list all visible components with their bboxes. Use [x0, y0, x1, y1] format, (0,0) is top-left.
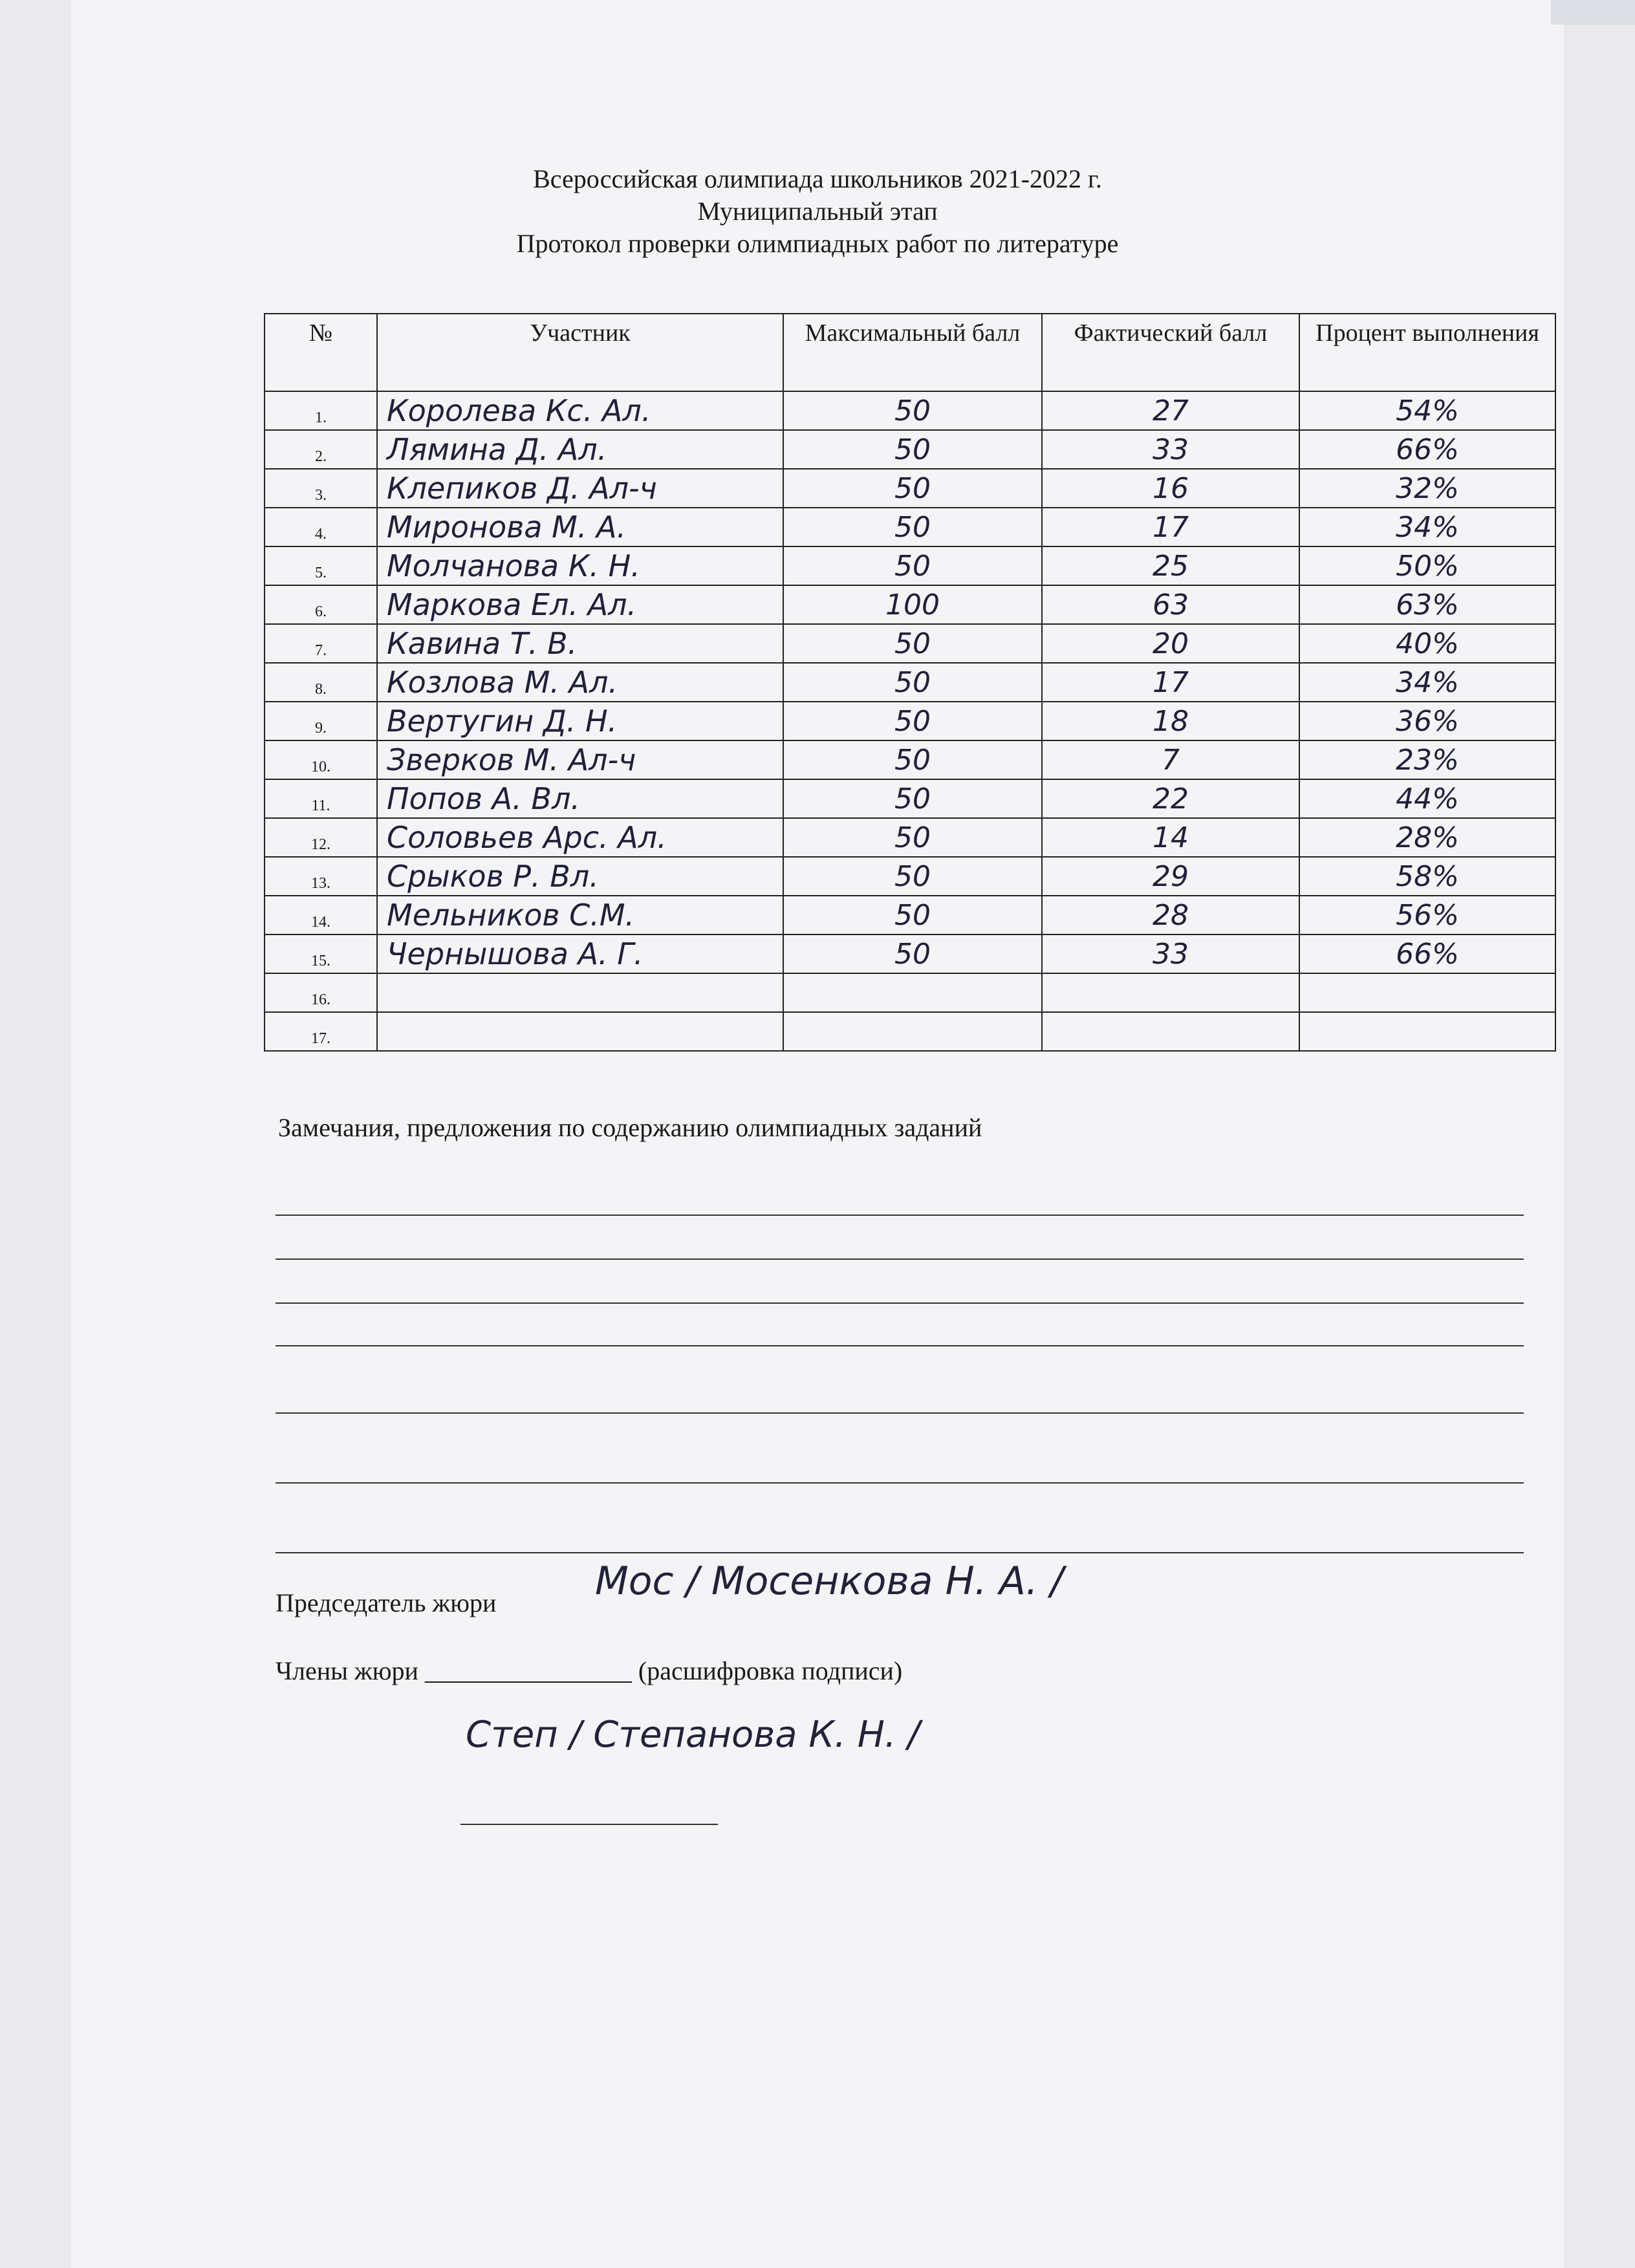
percent: 66%: [1299, 430, 1555, 469]
percent: 50%: [1299, 546, 1555, 585]
remarks-line: [276, 1258, 1524, 1260]
remarks-line: [276, 1302, 1524, 1304]
table-row: [265, 430, 1555, 469]
max-score: 50: [783, 391, 1042, 430]
scan-edge-left: [0, 0, 71, 2268]
stage-title: Муниципальный этап: [697, 197, 938, 226]
row-number: 12.: [265, 818, 377, 857]
remarks-title: Замечания, предложения по содержанию олимпиадных заданий: [278, 1113, 982, 1142]
table-row: [265, 779, 1555, 818]
row-number: 9.: [265, 702, 377, 740]
participant-name: Миронова М. А.: [377, 508, 783, 546]
participant-name: Срыков Р. Вл.: [377, 857, 783, 896]
max-score: 50: [783, 702, 1042, 740]
table-row: [265, 508, 1555, 546]
table-row: [265, 546, 1555, 585]
percent: 23%: [1299, 740, 1555, 779]
table-row: [265, 973, 1555, 1012]
percent: 34%: [1299, 508, 1555, 546]
table-row: [265, 469, 1555, 508]
percent: [1299, 973, 1555, 1012]
max-score: 50: [783, 430, 1042, 469]
row-number: 1.: [265, 391, 377, 430]
percent: 63%: [1299, 585, 1555, 624]
remarks-line: [276, 1345, 1524, 1346]
participant-name: Кавина Т. В.: [377, 624, 783, 663]
table-row: [265, 1012, 1555, 1051]
max-score: 50: [783, 469, 1042, 508]
actual-score: 17: [1042, 663, 1299, 702]
jury-members-label: Члены жюри ________________ (расшифровка подписи): [276, 1656, 903, 1685]
max-score: 50: [783, 857, 1042, 896]
percent: 34%: [1299, 663, 1555, 702]
remarks-line: [276, 1215, 1524, 1216]
actual-score: 14: [1042, 818, 1299, 857]
actual-score: 22: [1042, 779, 1299, 818]
actual-score: 63: [1042, 585, 1299, 624]
scan-corner: [1551, 0, 1635, 25]
table-row: [265, 934, 1555, 973]
participant-name: Козлова М. Ал.: [377, 663, 783, 702]
actual-score: [1042, 1012, 1299, 1051]
row-number: 2.: [265, 430, 377, 469]
participant-name: Клепиков Д. Ал-ч: [377, 469, 783, 508]
percent: 44%: [1299, 779, 1555, 818]
actual-score: 16: [1042, 469, 1299, 508]
column-header-participant: Участник: [377, 314, 783, 391]
row-number: 10.: [265, 740, 377, 779]
percent: 66%: [1299, 934, 1555, 973]
participant-name: Маркова Ел. Ал.: [377, 585, 783, 624]
column-header-number: №: [265, 314, 377, 391]
percent: 40%: [1299, 624, 1555, 663]
actual-score: 18: [1042, 702, 1299, 740]
remarks-line: [276, 1552, 1524, 1553]
column-header-percent: Процент выполнения: [1299, 314, 1555, 391]
actual-score: 17: [1042, 508, 1299, 546]
participant-name: [377, 973, 783, 1012]
participant-name: Вертугин Д. Н.: [377, 702, 783, 740]
table-row: [265, 663, 1555, 702]
table-row: [265, 857, 1555, 896]
actual-score: 33: [1042, 430, 1299, 469]
scan-edge-right: [1564, 0, 1635, 2268]
row-number: 6.: [265, 585, 377, 624]
max-score: [783, 973, 1042, 1012]
max-score: 50: [783, 934, 1042, 973]
max-score: 100: [783, 585, 1042, 624]
participant-name: Зверков М. Ал-ч: [377, 740, 783, 779]
jury-chair-signature: Мос / Мосенкова Н. А. /: [595, 1559, 1064, 1604]
percent: 28%: [1299, 818, 1555, 857]
jury-chair-label: Председатель жюри: [276, 1588, 497, 1617]
row-number: 4.: [265, 508, 377, 546]
table-row: [265, 391, 1555, 430]
actual-score: 20: [1042, 624, 1299, 663]
column-header-max-score: Максимальный балл: [783, 314, 1042, 391]
remarks-line: [276, 1412, 1524, 1414]
remarks-line: [276, 1482, 1524, 1484]
actual-score: 28: [1042, 896, 1299, 934]
jury-member-signature: Степ / Степанова К. Н. /: [466, 1714, 920, 1756]
actual-score: 7: [1042, 740, 1299, 779]
max-score: 50: [783, 546, 1042, 585]
max-score: 50: [783, 779, 1042, 818]
participant-name: Попов А. Вл.: [377, 779, 783, 818]
participant-name: Соловьев Арс. Ал.: [377, 818, 783, 857]
table-row: [265, 624, 1555, 663]
participant-name: Молчанова К. Н.: [377, 546, 783, 585]
table-row: [265, 818, 1555, 857]
results-table: [264, 313, 1556, 1052]
max-score: 50: [783, 896, 1042, 934]
olympiad-title: Всероссийская олимпиада школьников 2021-2022 г.: [533, 164, 1102, 193]
max-score: 50: [783, 624, 1042, 663]
row-number: 7.: [265, 624, 377, 663]
row-number: 15.: [265, 934, 377, 973]
max-score: 50: [783, 663, 1042, 702]
participant-name: Королева Кс. Ал.: [377, 391, 783, 430]
percent: 32%: [1299, 469, 1555, 508]
column-header-actual-score: Фактический балл: [1042, 314, 1299, 391]
actual-score: 29: [1042, 857, 1299, 896]
participant-name: Чернышова А. Г.: [377, 934, 783, 973]
row-number: 16.: [265, 973, 377, 1012]
percent: [1299, 1012, 1555, 1051]
max-score: [783, 1012, 1042, 1051]
row-number: 13.: [265, 857, 377, 896]
max-score: 50: [783, 740, 1042, 779]
percent: 56%: [1299, 896, 1555, 934]
max-score: 50: [783, 818, 1042, 857]
row-number: 8.: [265, 663, 377, 702]
row-number: 3.: [265, 469, 377, 508]
participant-name: Лямина Д. Ал.: [377, 430, 783, 469]
max-score: 50: [783, 508, 1042, 546]
table-row: [265, 585, 1555, 624]
protocol-title: Протокол проверки олимпиадных работ по литературе: [516, 229, 1119, 258]
participant-name: [377, 1012, 783, 1051]
table-header-row: [265, 314, 1555, 391]
row-number: 5.: [265, 546, 377, 585]
table-row: [265, 896, 1555, 934]
table-row: [265, 740, 1555, 779]
actual-score: 27: [1042, 391, 1299, 430]
row-number: 11.: [265, 779, 377, 818]
participant-name: Мельников С.М.: [377, 896, 783, 934]
percent: 58%: [1299, 857, 1555, 896]
actual-score: 25: [1042, 546, 1299, 585]
table-row: [265, 702, 1555, 740]
actual-score: 33: [1042, 934, 1299, 973]
actual-score: [1042, 973, 1299, 1012]
percent: 54%: [1299, 391, 1555, 430]
row-number: 14.: [265, 896, 377, 934]
row-number: 17.: [265, 1012, 377, 1051]
signature-blank-line: [460, 1824, 718, 1825]
percent: 36%: [1299, 702, 1555, 740]
